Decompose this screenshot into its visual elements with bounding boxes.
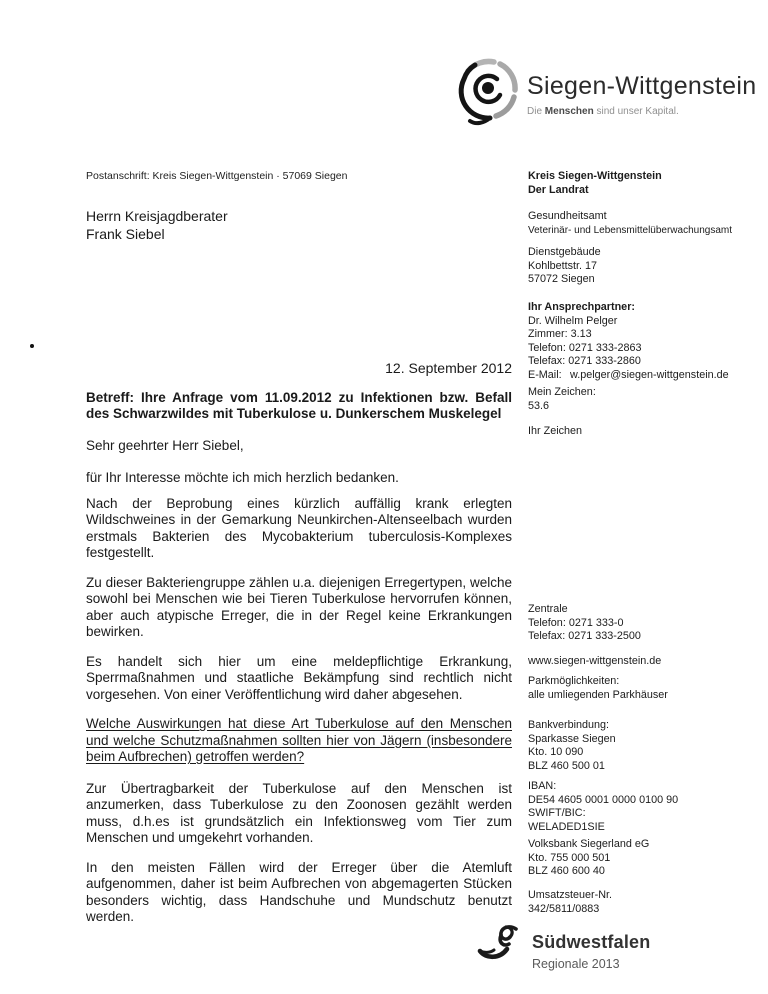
bank1-line: Sparkasse Siegen (528, 732, 616, 745)
building-block (528, 246, 754, 287)
building-line: Kohlbettstr. 17 (528, 259, 598, 272)
logo-tagline (527, 106, 756, 117)
paragraph: Es handelt sich hier um eine meldepflichtige Erkrankung, Sperrmaßnahmen und staatliche Bekämpfung sind rechtlich nicht vorgesehen. Von einer Veröffentlichung wird daher abgesehen. (86, 653, 512, 702)
paragraph: für Ihr Interesse möchte ich mich herzlich bedanken. (86, 470, 399, 485)
zentrale-line: Telefax: 0271 333-2500 (528, 630, 641, 642)
website-url: www.siegen-wittgenstein.de (528, 655, 662, 667)
paragraph: Zu dieser Bakteriengruppe zählen u.a. diejenigen Erregertypen, welche sowohl bei Menschen wie bei Tieren Tuberkulose hervorrufen können, aber auch atypische Erreger, die in der Regel keine Erkrankungen bewirken. (86, 574, 512, 639)
bank2-line: BLZ 460 600 40 (528, 865, 605, 877)
iban-line: DE54 4605 0001 0000 0100 90 (528, 793, 679, 806)
recipient-line: Herrn Kreisjagdberater (86, 208, 228, 224)
email-address: w.pelger@siegen-wittgenstein.de (570, 368, 729, 381)
office-sub: Veterinär- und Lebensmittelüberwachungsamt (528, 224, 733, 236)
footer-logo-text (532, 919, 650, 971)
mein-zeichen-block (528, 386, 754, 413)
bank1-line: Kto. 10 090 (528, 746, 584, 758)
contact-email-row (528, 369, 754, 383)
paragraph: Zur Übertragbarkeit der Tuberkulose auf den Menschen ist anzumerken, dass Tuberkulose zu den Zoonosen gezählt werden muss, d.h.es ist grundsätzlich ein Infektionsweg vom Tier zum Menschen und umgekehrt vorhanden. (86, 780, 512, 845)
iban-line: IBAN: (528, 780, 557, 792)
subject-line: Betreff: Ihre Anfrage vom 11.09.2012 zu Infektionen bzw. Befall des Schwarzwildes mit Tuberkulose u. Dunkerschem Muskelegel (86, 389, 512, 421)
paragraph: In den meisten Fällen wird der Erreger über die Atemluft aufgenommen, daher ist beim Aufbrechen von abgemagerten Stücken besonders wichtig, dass Handschuhe und Mundschutz benutzt werden. (86, 859, 512, 924)
contact-room: Zimmer: 3.13 (528, 328, 592, 340)
tagline-post: sind unser Kapital. (593, 106, 679, 117)
contact-heading: Ihr Ansprechpartner: (528, 301, 635, 313)
recipient-block (86, 208, 228, 243)
logo-wordmark: Siegen-Wittgenstein (527, 72, 757, 100)
footer-logo (476, 919, 650, 971)
paragraph: Nach der Beprobung eines kürzlich auffällig krank erlegten Wildschweines in der Gemarkung Neunkirchen-Altenseelbach wurden erstmals Bakterien des Mycobakterium tuberculosis-Komplexes festgestellt. (86, 495, 512, 560)
contact-phone: Telefon: 0271 333-2863 (528, 341, 642, 354)
date: 12. September 2012 (385, 360, 512, 376)
iban-line: WELADED1SIE (528, 820, 605, 833)
contact-fax: Telefax: 0271 333-2860 (528, 355, 641, 367)
contact-name: Dr. Wilhelm Pelger (528, 314, 618, 327)
ihr-zeichen-block (528, 425, 754, 439)
mein-zeichen-label: Mein Zeichen: (528, 386, 596, 398)
tagline-pre: Die (527, 106, 545, 117)
bank1-line: BLZ 460 500 01 (528, 759, 605, 772)
vat-block (528, 889, 754, 916)
office-name: Gesundheitsamt (528, 210, 607, 222)
parking-line: alle umliegenden Parkhäuser (528, 688, 668, 701)
tagline-bold: Menschen (544, 106, 594, 117)
recipient-line: Frank Siebel (86, 225, 165, 242)
zentrale-line: Zentrale (528, 603, 568, 615)
email-label: E-Mail: (528, 368, 562, 381)
siegen-wittgenstein-logo-icon (456, 57, 520, 127)
zentrale-block (528, 603, 754, 644)
salutation: Sehr geehrter Herr Siebel, (86, 437, 244, 453)
org-name: Kreis Siegen-Wittgenstein (528, 170, 662, 182)
vat-line: 342/5811/0883 (528, 902, 600, 915)
office-block (528, 210, 754, 237)
parking-line: Parkmöglichkeiten: (528, 675, 620, 687)
letter-body (86, 360, 512, 939)
footer-logo-wordmark: Südwestfalen (532, 932, 651, 952)
bank2-block (528, 838, 754, 879)
zentrale-line: Telefon: 0271 333-0 (528, 616, 624, 629)
bank2-line: Volksbank Siegerland eG (528, 838, 650, 850)
header-logo (456, 57, 756, 127)
vat-line: Umsatzsteuer-Nr. (528, 889, 612, 901)
building-line: 57072 Siegen (528, 273, 595, 285)
org-title: Der Landrat (528, 183, 589, 196)
bank1-line: Bankverbindung: (528, 719, 610, 731)
bank2-line: Kto. 755 000 501 (528, 851, 611, 864)
suedwestfalen-logo-icon (476, 923, 528, 969)
ihr-zeichen-label: Ihr Zeichen (528, 425, 583, 437)
mein-zeichen-value: 53.6 (528, 399, 550, 412)
fold-mark-dot (30, 344, 34, 348)
org-block (528, 170, 754, 197)
bank1-block (528, 719, 754, 773)
sender-line: Postanschrift: Kreis Siegen-Wittgenstein · 57069 Siegen (86, 170, 348, 182)
website-block (528, 655, 754, 669)
building-line: Dienstgebäude (528, 246, 601, 258)
logo-text-block (527, 57, 756, 117)
footer-logo-subtitle: Regionale 2013 (532, 957, 620, 971)
paragraph-underlined-question: Welche Auswirkungen hat diese Art Tuberkulose auf den Menschen und welche Schutzmaßnahmen sollten hier von Jägern (insbesondere beim Aufbrechen) getroffen werden? (86, 716, 512, 764)
parking-block (528, 675, 754, 702)
iban-block (528, 780, 754, 834)
contact-block (528, 301, 754, 382)
iban-line: SWIFT/BIC: (528, 807, 586, 819)
